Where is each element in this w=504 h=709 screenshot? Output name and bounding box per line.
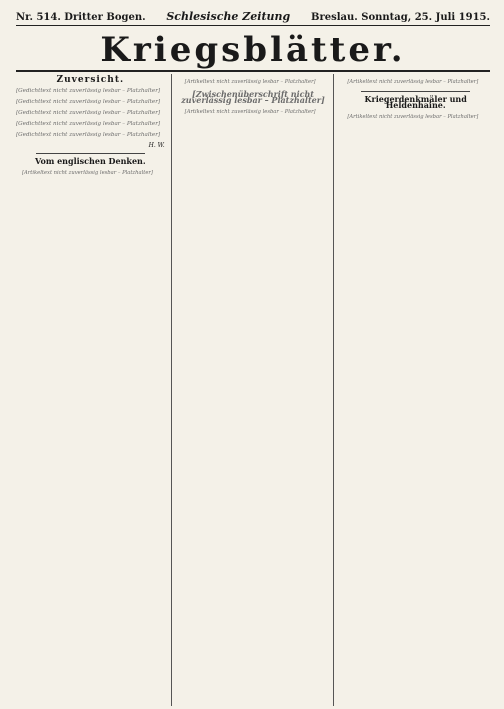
column-2 [179,74,335,706]
article-subheading: [Zwischenüberschrift nicht zuverlässig lesbar – Platzhalter] [181,88,325,106]
article-body: [Artikeltext nicht zuverlässig lesbar – Platzhalter] [347,79,479,86]
page-title: Kriegsblätter. [16,30,490,72]
divider [36,153,145,154]
masthead [16,10,490,26]
article-body: [Artikeltext nicht zuverlässig lesbar – Platzhalter] [184,109,316,116]
poem-title: Zuversicht. [56,75,125,85]
section-title: Vom englischen Denken. [35,156,146,166]
dateline: Breslau. Sonntag, 25. Juli 1915. [311,12,490,23]
issue-number: Nr. 514. Dritter Bogen. [16,12,146,23]
column-1 [16,74,172,706]
poem-stanza: [Gedichttext nicht zuverlässig lesbar – Platzhalter] [16,109,161,116]
poem-stanza: [Gedichttext nicht zuverlässig lesbar – Platzhalter] [16,120,161,127]
poem-stanza: [Gedichttext nicht zuverlässig lesbar – Platzhalter] [16,87,161,94]
article-body: [Artikeltext nicht zuverlässig lesbar – Platzhalter] [347,114,479,121]
newspaper-name: Schlesische Zeitung [166,10,291,23]
divider [361,91,470,92]
poem-signature: H. W. [148,141,165,149]
column-3 [341,74,490,706]
column-layout [16,74,490,706]
article-body: [Artikeltext nicht zuverlässig lesbar – Platzhalter] [184,79,316,86]
article-body: [Artikeltext nicht zuverlässig lesbar – Platzhalter] [22,169,153,176]
section-title: Kriegerdenkmäler und Heldenhaine. [364,93,467,111]
poem-stanza: [Gedichttext nicht zuverlässig lesbar – Platzhalter] [16,131,161,138]
poem [16,88,165,139]
poem-stanza: [Gedichttext nicht zuverlässig lesbar – Platzhalter] [16,98,161,105]
